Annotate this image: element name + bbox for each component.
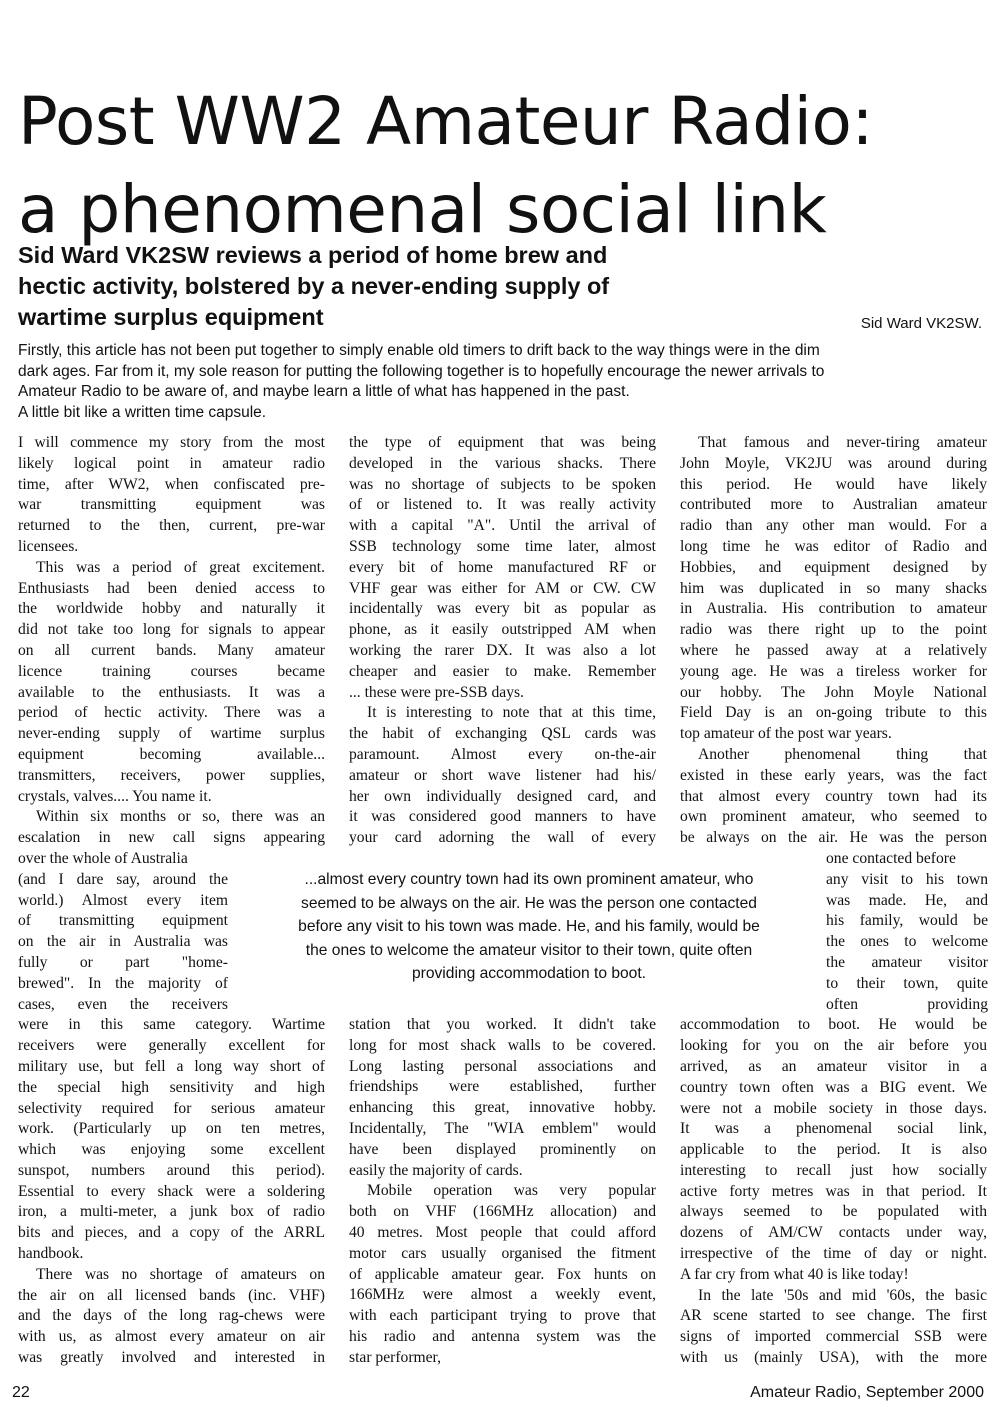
- text-line: of transmitting equipment: [18, 912, 228, 930]
- text-line: likely logical point in amateur radio: [18, 454, 325, 472]
- text-line: this period. He would have likely: [680, 475, 987, 493]
- text-line: applicable to the period. It is also: [680, 1141, 987, 1159]
- text-line: equipment becoming available...: [18, 745, 325, 763]
- text-line: signs of imported commercial SSB were: [680, 1328, 987, 1346]
- text-line: the air on all licensed bands (inc. VHF): [18, 1286, 325, 1304]
- text-line: did not take too long for signals to appear: [18, 621, 325, 639]
- text-line: time, after WW2, when confiscated pre-: [18, 475, 325, 493]
- text-line: It was a phenomenal social link,: [680, 1120, 987, 1138]
- text-line: working the rarer DX. It was also a lot: [349, 641, 656, 659]
- text-line: bits and pieces, and a copy of the ARRL: [18, 1224, 325, 1242]
- col2-top: [349, 433, 656, 849]
- text-line: that almost every country town had its: [680, 787, 987, 805]
- text-line: long time he was editor of Radio and: [680, 537, 987, 555]
- text-line: own prominent amateur, who seemed to: [680, 808, 987, 826]
- text-line: available to the enthusiasts. It was a: [18, 683, 325, 701]
- text-line: accommodation to boot. He would be: [680, 1016, 987, 1034]
- text-line: contributed more to Australian amateur: [680, 496, 987, 514]
- text-line: easily the majority of cards.: [349, 1161, 523, 1179]
- text-line: fully or part "home-: [18, 953, 228, 971]
- text-line: motor cars usually organised the fitment: [349, 1244, 656, 1262]
- subtitle-line: hectic activity, bolstered by a never-ending supply of: [18, 273, 610, 299]
- text-line: licensees.: [18, 537, 79, 555]
- text-line: radio than any other man would. For a: [680, 517, 987, 535]
- text-line: arrived, as an amateur visitor in a: [680, 1057, 987, 1075]
- text-line: with us, as almost every amateur on air: [18, 1328, 325, 1346]
- text-line: interesting to recall just how socially: [680, 1161, 987, 1179]
- text-line: the type of equipment that was being: [349, 434, 656, 451]
- text-line: Mobile operation was very popular: [367, 1182, 656, 1200]
- text-line: one contacted before: [826, 849, 956, 867]
- text-line: where he passed away at a relatively: [680, 641, 987, 659]
- text-line: radio was there right up to the point: [680, 621, 987, 639]
- text-line: it was considered good manners to have: [349, 808, 656, 826]
- text-line: world.) Almost every item: [18, 891, 228, 909]
- text-line: This was a period of great excitement.: [36, 558, 325, 576]
- col3-bottom: [680, 1015, 987, 1369]
- text-line: Enthusiasts had been denied access to: [18, 579, 325, 597]
- text-line: amateur or short wave listener had his/: [349, 766, 656, 784]
- text-line: returned to the then, current, pre-war: [18, 517, 325, 535]
- text-line: her own individually designed card, and: [349, 787, 656, 805]
- text-line: were not a mobile society in those days.: [680, 1099, 987, 1117]
- text-line: looking for you on the air before you: [680, 1037, 987, 1055]
- text-line: Incidentally, The "WIA emblem" would: [349, 1119, 656, 1137]
- text-line: receivers were generally excellent for: [18, 1037, 325, 1055]
- text-line: developed in the various shacks. There: [349, 454, 656, 472]
- text-line: young age. He was a tireless worker for: [680, 662, 987, 680]
- text-line: It is interesting to note that at this time,: [367, 704, 656, 722]
- text-line: every bit of home manufactured RF or: [349, 558, 656, 576]
- pullquote-line: providing accommodation to boot.: [411, 965, 647, 982]
- text-line: star performer,: [349, 1348, 442, 1366]
- text-line: any visit to his town: [826, 870, 988, 888]
- text-line: on the air in Australia was: [18, 933, 228, 951]
- text-line: him was duplicated in so many shacks: [680, 579, 987, 597]
- text-line: country town often was a BIG event. We: [680, 1078, 987, 1096]
- text-line: long for most shack walls to be covered.: [349, 1036, 656, 1054]
- pullquote-line: seemed to be always on the air. He was the person one contacted: [301, 894, 757, 912]
- text-line: Hobbies, and equipment designed by: [680, 558, 987, 576]
- text-line: his family, would be: [826, 912, 988, 930]
- text-line: Within six months or so, there was an: [36, 808, 325, 826]
- text-line: ... these were pre-SSB days.: [349, 683, 524, 701]
- text-line: with a capital "A". Until the arrival of: [349, 517, 656, 535]
- text-line: cases, even the receivers: [18, 995, 228, 1013]
- text-line: handbook.: [18, 1245, 84, 1263]
- article-subtitle: [18, 240, 778, 333]
- publication-footer: Amateur Radio, September 2000: [750, 1384, 984, 1401]
- text-line: escalation in new call signs appearing: [18, 829, 325, 847]
- text-line: be always on the air. He was the person: [680, 829, 987, 847]
- col3-narrow: [826, 849, 988, 1015]
- text-line: brewed". In the majority of: [18, 974, 228, 992]
- text-line: There was no shortage of amateurs on: [36, 1265, 325, 1283]
- subtitle-line: Sid Ward VK2SW reviews a period of home brew and: [18, 242, 608, 268]
- text-line: was made. He, and: [826, 891, 988, 909]
- text-line: transmitters, receivers, power supplies,: [18, 766, 325, 784]
- text-line: with each participant trying to prove that: [349, 1307, 656, 1325]
- text-line: the habit of exchanging QSL cards was: [349, 725, 656, 743]
- text-line: were in this same category. Wartime: [18, 1016, 325, 1034]
- text-line: 166MHz were almost a weekly event,: [349, 1286, 656, 1304]
- intro-paragraph: [18, 341, 988, 423]
- text-line: top amateur of the post war years.: [680, 725, 892, 743]
- col1-narrow: [18, 849, 228, 1015]
- text-line: always seemed to be populated with: [680, 1203, 987, 1221]
- text-line: iron, a multi-meter, a junk box of radio: [18, 1203, 325, 1221]
- text-line: cheaper and easier to make. Remember: [349, 662, 656, 680]
- text-line: period of hectic activity. There was a: [18, 704, 325, 722]
- text-line: military use, but fell a long way short of: [18, 1057, 325, 1075]
- pullquote-line: before any visit to his town was made. He, and his family, would be: [298, 918, 760, 935]
- text-line: irrespective of the time of day or night.: [680, 1245, 987, 1263]
- text-line: enhancing this great, innovative hobby.: [349, 1099, 656, 1117]
- text-line: SSB technology some time later, almost: [349, 537, 656, 555]
- text-line: Essential to every shack were a soldering: [18, 1182, 325, 1200]
- text-line: of or listened to. It was really activity: [349, 496, 656, 514]
- text-line: In the late '50s and mid '60s, the basic: [698, 1286, 987, 1304]
- page-number: 22: [12, 1384, 30, 1401]
- col1-bottom: [18, 1015, 325, 1369]
- title-line: a phenomenal social link: [18, 171, 827, 248]
- col2-bottom: [349, 1015, 656, 1369]
- text-line: 40 metres. Most people that could afford: [349, 1223, 656, 1241]
- intro-line: Amateur Radio to be aware of, and maybe learn a little of what has happened in the past.: [18, 383, 630, 400]
- text-line: A far cry from what 40 is like today!: [680, 1265, 909, 1283]
- text-line: VHF gear was either for AM or CW. CW: [349, 579, 656, 597]
- text-line: phone, as it easily outstripped AM when: [349, 621, 656, 639]
- pullquote-line: ...almost every country town had its own prominent amateur, who: [304, 871, 754, 888]
- text-line: war transmitting equipment was: [18, 496, 325, 514]
- intro-line: Firstly, this article has not been put together to simply enable old timers to drift back to the way things were in the dim: [18, 342, 820, 359]
- text-line: our hobby. The John Moyle National: [680, 683, 987, 701]
- text-line: of applicable amateur gear. Fox hunts on: [349, 1265, 656, 1283]
- text-line: his radio and antenna system was the: [349, 1327, 656, 1345]
- text-line: often providing: [826, 995, 988, 1013]
- text-line: (and I dare say, around the: [18, 870, 228, 888]
- intro-line: A little bit like a written time capsule.: [18, 403, 267, 421]
- text-line: the amateur visitor: [826, 953, 988, 971]
- text-line: John Moyle, VK2JU was around during: [680, 454, 987, 472]
- text-line: the special high sensitivity and high: [18, 1078, 325, 1096]
- text-line: and the days of the long rag-chews were: [18, 1307, 325, 1325]
- pullquote-line: the ones to welcome the amateur visitor to their town, quite often: [305, 941, 753, 959]
- col3-top: [680, 433, 987, 849]
- text-line: the worldwide hobby and naturally it: [18, 600, 325, 618]
- text-line: work. (Particularly up on ten metres,: [18, 1120, 325, 1138]
- text-line: Field Day is an on-going tribute to this: [680, 704, 987, 722]
- text-line: in Australia. His contribution to amateur: [680, 600, 987, 618]
- text-line: on all current bands. Many amateur: [18, 641, 325, 659]
- text-line: both on VHF (166MHz allocation) and: [349, 1203, 656, 1221]
- text-line: never-ending supply of wartime surplus: [18, 725, 325, 743]
- text-line: paramount. Almost every on-the-air: [349, 745, 656, 763]
- text-line: That famous and never-tiring amateur: [698, 434, 987, 451]
- text-line: with us (mainly USA), with the more: [680, 1349, 987, 1367]
- text-line: existed in these early years, was the fact: [680, 766, 987, 784]
- text-line: friendships were established, further: [349, 1078, 656, 1096]
- text-line: AR scene started to see change. The first: [680, 1307, 987, 1325]
- text-line: crystals, valves.... You name it.: [18, 787, 212, 805]
- pull-quote: [244, 868, 814, 986]
- text-line: the ones to welcome: [826, 933, 988, 951]
- intro-line: dark ages. Far from it, my sole reason for putting the following together is to hopefully encourage the newer arrivals to: [18, 362, 825, 380]
- text-line: selectivity required for serious amateur: [18, 1099, 325, 1117]
- text-line: was no shortage of subjects to be spoken: [349, 475, 656, 493]
- text-line: Long lasting personal associations and: [349, 1057, 656, 1075]
- col1-top: [18, 433, 325, 849]
- text-line: Another phenomenal thing that: [698, 745, 987, 763]
- subtitle-line: wartime surplus equipment: [18, 304, 324, 330]
- article-title: [18, 78, 978, 254]
- text-line: sunspot, numbers around this period).: [18, 1161, 325, 1179]
- text-line: to their town, quite: [826, 974, 988, 992]
- text-line: your card adorning the wall of every: [349, 829, 656, 847]
- byline: Sid Ward VK2SW.: [860, 315, 982, 332]
- text-line: have been displayed prominently on: [349, 1140, 656, 1158]
- text-line: licence training courses became: [18, 662, 325, 680]
- text-line: was greatly involved and interested in: [18, 1349, 325, 1367]
- text-line: which was enjoying some excellent: [18, 1141, 325, 1159]
- text-line: dozens of AM/CW contacts under way,: [680, 1224, 987, 1242]
- text-line: incidentally was every bit as popular as: [349, 600, 656, 618]
- text-line: over the whole of Australia: [18, 849, 188, 867]
- text-line: I will commence my story from the most: [18, 434, 325, 451]
- title-line: Post WW2 Amateur Radio:: [18, 83, 874, 160]
- text-line: station that you worked. It didn't take: [349, 1015, 656, 1033]
- text-line: active forty metres was in that period. It: [680, 1182, 987, 1200]
